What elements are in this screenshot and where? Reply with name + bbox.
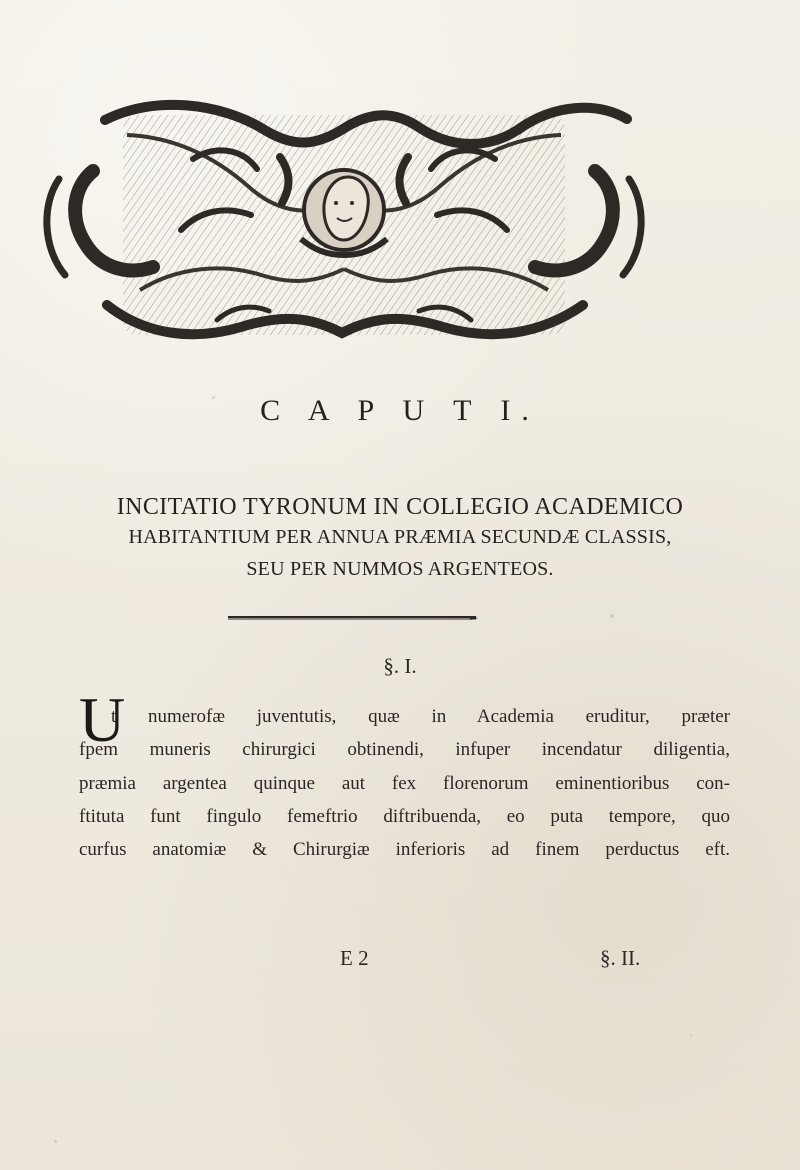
title-line-3: SEU PER NUMMOS ARGENTEOS. — [246, 558, 554, 580]
paper-speck — [610, 614, 614, 618]
decorative-headpiece-icon — [35, 85, 653, 365]
body-line-1: t numerofæ juventutis, quæ in Academia eruditur, præter — [111, 706, 730, 727]
body-line-2: fpem muneris chirurgici obtinendi, infuper incendatur diligentia, — [79, 739, 730, 760]
paper-speck — [690, 1034, 692, 1036]
paper-speck — [54, 1140, 57, 1143]
body-line-3: præmia argentea quinque aut fex florenorum eminentioribus con- — [79, 773, 730, 794]
drop-cap: U — [79, 684, 126, 755]
title-line-2: HABITANTIUM PER ANNUA PRÆMIA SECUNDÆ CLASSIS, — [128, 526, 672, 548]
title-line-1: INCITATIO TYRONUM IN COLLEGIO ACADEMICO — [116, 494, 684, 520]
section-rule-icon — [228, 615, 480, 621]
body-line-4: ftituta funt fingulo femeftrio diftribuenda, eo puta tempore, quo — [79, 806, 730, 827]
section-mark: §. I. — [383, 654, 417, 678]
signature-mark: E 2 — [340, 946, 369, 970]
body-line-5: curfus anatomiæ & Chirurgiæ inferioris ad finem perductus eft. — [79, 839, 730, 860]
paper-speck — [212, 396, 215, 399]
catchword: §. II. — [600, 946, 641, 970]
chapter-heading: C A P U T I. — [260, 394, 540, 427]
